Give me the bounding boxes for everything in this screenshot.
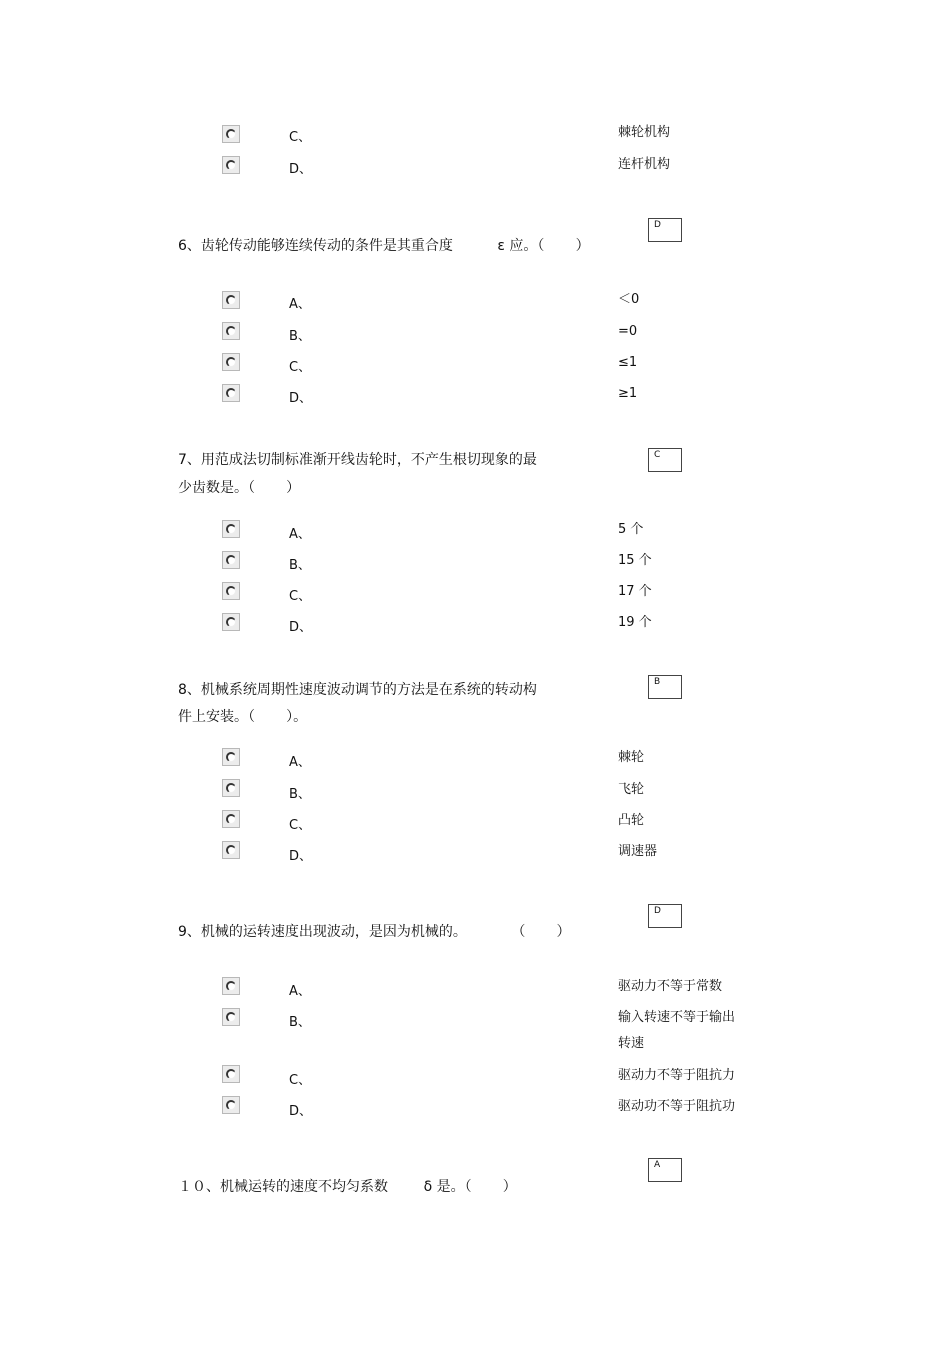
option-text: 19 个 [618, 615, 652, 630]
option-letter: D、 [289, 620, 313, 635]
option-text: 凸轮 [618, 813, 645, 828]
answer-box: D [648, 218, 682, 242]
option-text-line1: 输入转速不等于输出 [618, 1010, 736, 1025]
radio-q8-d[interactable] [222, 841, 240, 859]
question-text: 9、机械的运转速度出现波动，是因为机械的。 （ ） [178, 924, 571, 940]
answer-box: A [648, 1158, 682, 1182]
radio-icon [226, 586, 236, 596]
question-text-line1: 8、机械系统周期性速度波动调节的方法是在系统的转动构 [178, 682, 537, 698]
radio-icon [226, 295, 236, 305]
option-letter: D、 [289, 391, 313, 406]
option-letter: C、 [289, 360, 312, 375]
radio-icon [226, 814, 236, 824]
radio-q9-c[interactable] [222, 1065, 240, 1083]
radio-q5-c[interactable] [222, 125, 240, 143]
radio-q7-b[interactable] [222, 551, 240, 569]
radio-icon [226, 1012, 236, 1022]
radio-icon [226, 752, 236, 762]
option-text: 飞轮 [618, 782, 645, 797]
option-letter: A、 [289, 527, 311, 542]
option-letter: A、 [289, 755, 311, 770]
radio-q6-d[interactable] [222, 384, 240, 402]
radio-q7-a[interactable] [222, 520, 240, 538]
option-letter: B、 [289, 1015, 311, 1030]
radio-icon [226, 555, 236, 565]
radio-q8-a[interactable] [222, 748, 240, 766]
answer-box: C [648, 448, 682, 472]
radio-q7-d[interactable] [222, 613, 240, 631]
option-letter: A、 [289, 297, 311, 312]
question-text-line1: 7、用范成法切制标准渐开线齿轮时，不产生根切现象的最 [178, 452, 537, 468]
option-text: =0 [618, 324, 638, 339]
radio-icon [226, 524, 236, 534]
option-letter: A、 [289, 984, 311, 999]
option-text: 连杆机构 [618, 157, 671, 172]
radio-q7-c[interactable] [222, 582, 240, 600]
radio-q6-c[interactable] [222, 353, 240, 371]
answer-box: B [648, 675, 682, 699]
option-letter: C、 [289, 818, 312, 833]
option-letter: B、 [289, 787, 311, 802]
answer-box: D [648, 904, 682, 928]
question-text-line2: 件上安装。（ ）。 [178, 709, 308, 725]
option-letter: D、 [289, 162, 313, 177]
option-text: 17 个 [618, 584, 652, 599]
option-text: 5 个 [618, 522, 644, 537]
radio-icon [226, 1069, 236, 1079]
option-letter: C、 [289, 1073, 312, 1088]
option-text: 驱动力不等于常数 [618, 979, 723, 994]
option-text: ≥1 [618, 386, 638, 401]
option-letter: B、 [289, 329, 311, 344]
option-text: ≤1 [618, 355, 638, 370]
question-text-line2: 少齿数是。（ ） [178, 480, 301, 496]
option-text: 15 个 [618, 553, 652, 568]
radio-icon [226, 388, 236, 398]
radio-icon [226, 617, 236, 627]
radio-icon [226, 326, 236, 336]
radio-q6-b[interactable] [222, 322, 240, 340]
radio-q8-b[interactable] [222, 779, 240, 797]
radio-icon [226, 1100, 236, 1110]
option-letter: C、 [289, 589, 312, 604]
option-text: ＜0 [618, 292, 640, 307]
radio-q9-a[interactable] [222, 977, 240, 995]
option-text: 棘轮 [618, 750, 645, 765]
radio-q9-d[interactable] [222, 1096, 240, 1114]
radio-icon [226, 357, 236, 367]
option-letter: D、 [289, 1104, 313, 1119]
option-text: 调速器 [618, 844, 658, 859]
option-text: 驱动力不等于阻抗力 [618, 1068, 736, 1083]
option-text-line2: 转速 [618, 1036, 645, 1051]
option-letter: B、 [289, 558, 311, 573]
question-text: 6、齿轮传动能够连续传动的条件是其重合度 ε 应。（ ） [178, 238, 590, 254]
radio-q5-d[interactable] [222, 156, 240, 174]
radio-icon [226, 160, 236, 170]
option-letter: D、 [289, 849, 313, 864]
radio-icon [226, 845, 236, 855]
radio-icon [226, 129, 236, 139]
radio-icon [226, 783, 236, 793]
radio-q8-c[interactable] [222, 810, 240, 828]
question-text: １０、机械运转的速度不均匀系数 δ 是。（ ） [178, 1179, 517, 1195]
radio-q6-a[interactable] [222, 291, 240, 309]
option-text: 驱动功不等于阻抗功 [618, 1099, 736, 1114]
option-letter: C、 [289, 130, 312, 145]
radio-q9-b[interactable] [222, 1008, 240, 1026]
option-text: 棘轮机构 [618, 125, 671, 140]
radio-icon [226, 981, 236, 991]
